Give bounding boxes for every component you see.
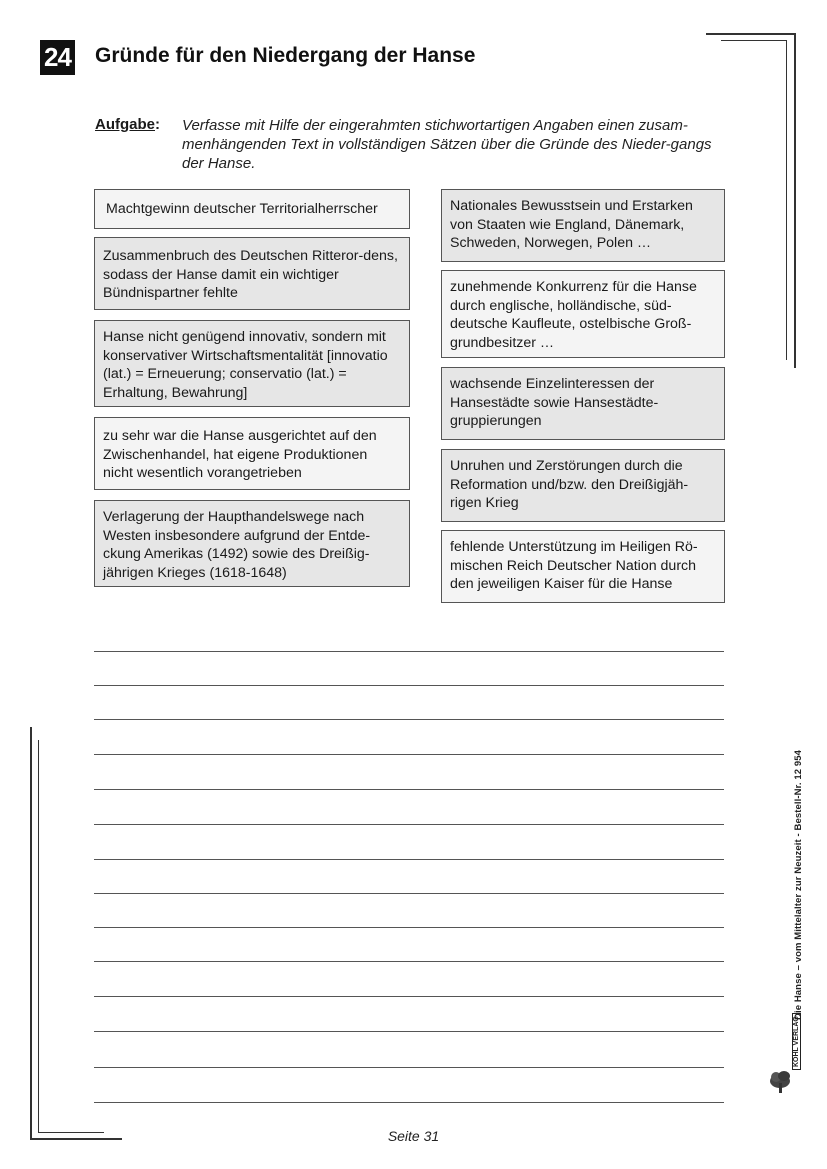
writing-line[interactable] [94,1031,724,1032]
writing-line[interactable] [94,1102,724,1103]
reason-box-right-2: zunehmende Konkurrenz für die Hanse durch englische, holländische, süd-deutsche Kaufleute, ostelbische Groß-grundbesitzer … [441,270,725,358]
reason-box-right-3: wachsende Einzelinteressen der Hansestädte sowie Hansestädte-gruppierungen [441,367,725,440]
reason-box-left-2: Zusammenbruch des Deutschen Ritteror-dens, sodass der Hanse damit ein wichtiger Bündnispartner fehlte [94,237,410,310]
writing-line[interactable] [94,719,724,720]
writing-line[interactable] [94,754,724,755]
task-label-colon: : [155,116,160,133]
reason-box-right-5: fehlende Unterstützung im Heiligen Rö-mischen Reich Deutscher Nation durch den jeweiligen Kaiser für die Hanse [441,530,725,603]
reason-box-left-5: Verlagerung der Haupthandelswege nach Westen insbesondere aufgrund der Entde-ckung Amerikas (1492) sowie des Dreißig-jährigen Krieges (1618-1648) [94,500,410,587]
page-number: Seite 31 [387,1128,440,1144]
task-instructions: Verfasse mit Hilfe der eingerahmten stichwortartigen Angaben einen zusam-menhängenden Text in vollständigen Sätzen über die Gründe des Nieder-gangs der Hanse. [182,117,712,172]
worksheet-number-badge: 24 [40,40,75,75]
writing-line[interactable] [94,824,724,825]
writing-line[interactable] [94,859,724,860]
task-label [95,116,160,133]
writing-line[interactable] [94,1067,724,1068]
task-label-text: Aufgabe [95,116,155,133]
writing-line[interactable] [94,651,724,652]
writing-line[interactable] [94,961,724,962]
reason-box-left-4: zu sehr war die Hanse ausgerichtet auf den Zwischenhandel, hat eigene Produktionen nicht wesentlich vorangetrieben [94,417,410,490]
writing-line[interactable] [94,893,724,894]
page-title: Gründe für den Niedergang der Hanse [95,44,476,67]
reason-box-left-1: Machtgewinn deutscher Territorialherrscher [94,189,410,229]
reason-box-right-1: Nationales Bewusstsein und Erstarken von Staaten wie England, Dänemark, Schweden, Norwegen, Polen … [441,189,725,262]
writing-line[interactable] [94,927,724,928]
publisher-logo-text: KOHL VERLAG [792,1013,801,1070]
writing-line[interactable] [94,685,724,686]
writing-line[interactable] [94,996,724,997]
reason-box-left-3: Hanse nicht genügend innovativ, sondern mit konservativer Wirtschaftsmentalität [innovatio (lat.) = Erneuerung; conservatio (lat.) = Erhaltung, Bewahrung] [94,320,410,407]
writing-line[interactable] [94,789,724,790]
reason-box-right-4: Unruhen und Zerstörungen durch die Reformation und/bzw. den Dreißigjäh-rigen Krieg [441,449,725,522]
publisher-side-text: Die Hanse – vom Mittelalter zur Neuzeit - Bestell-Nr. 12 954 [793,750,804,1020]
